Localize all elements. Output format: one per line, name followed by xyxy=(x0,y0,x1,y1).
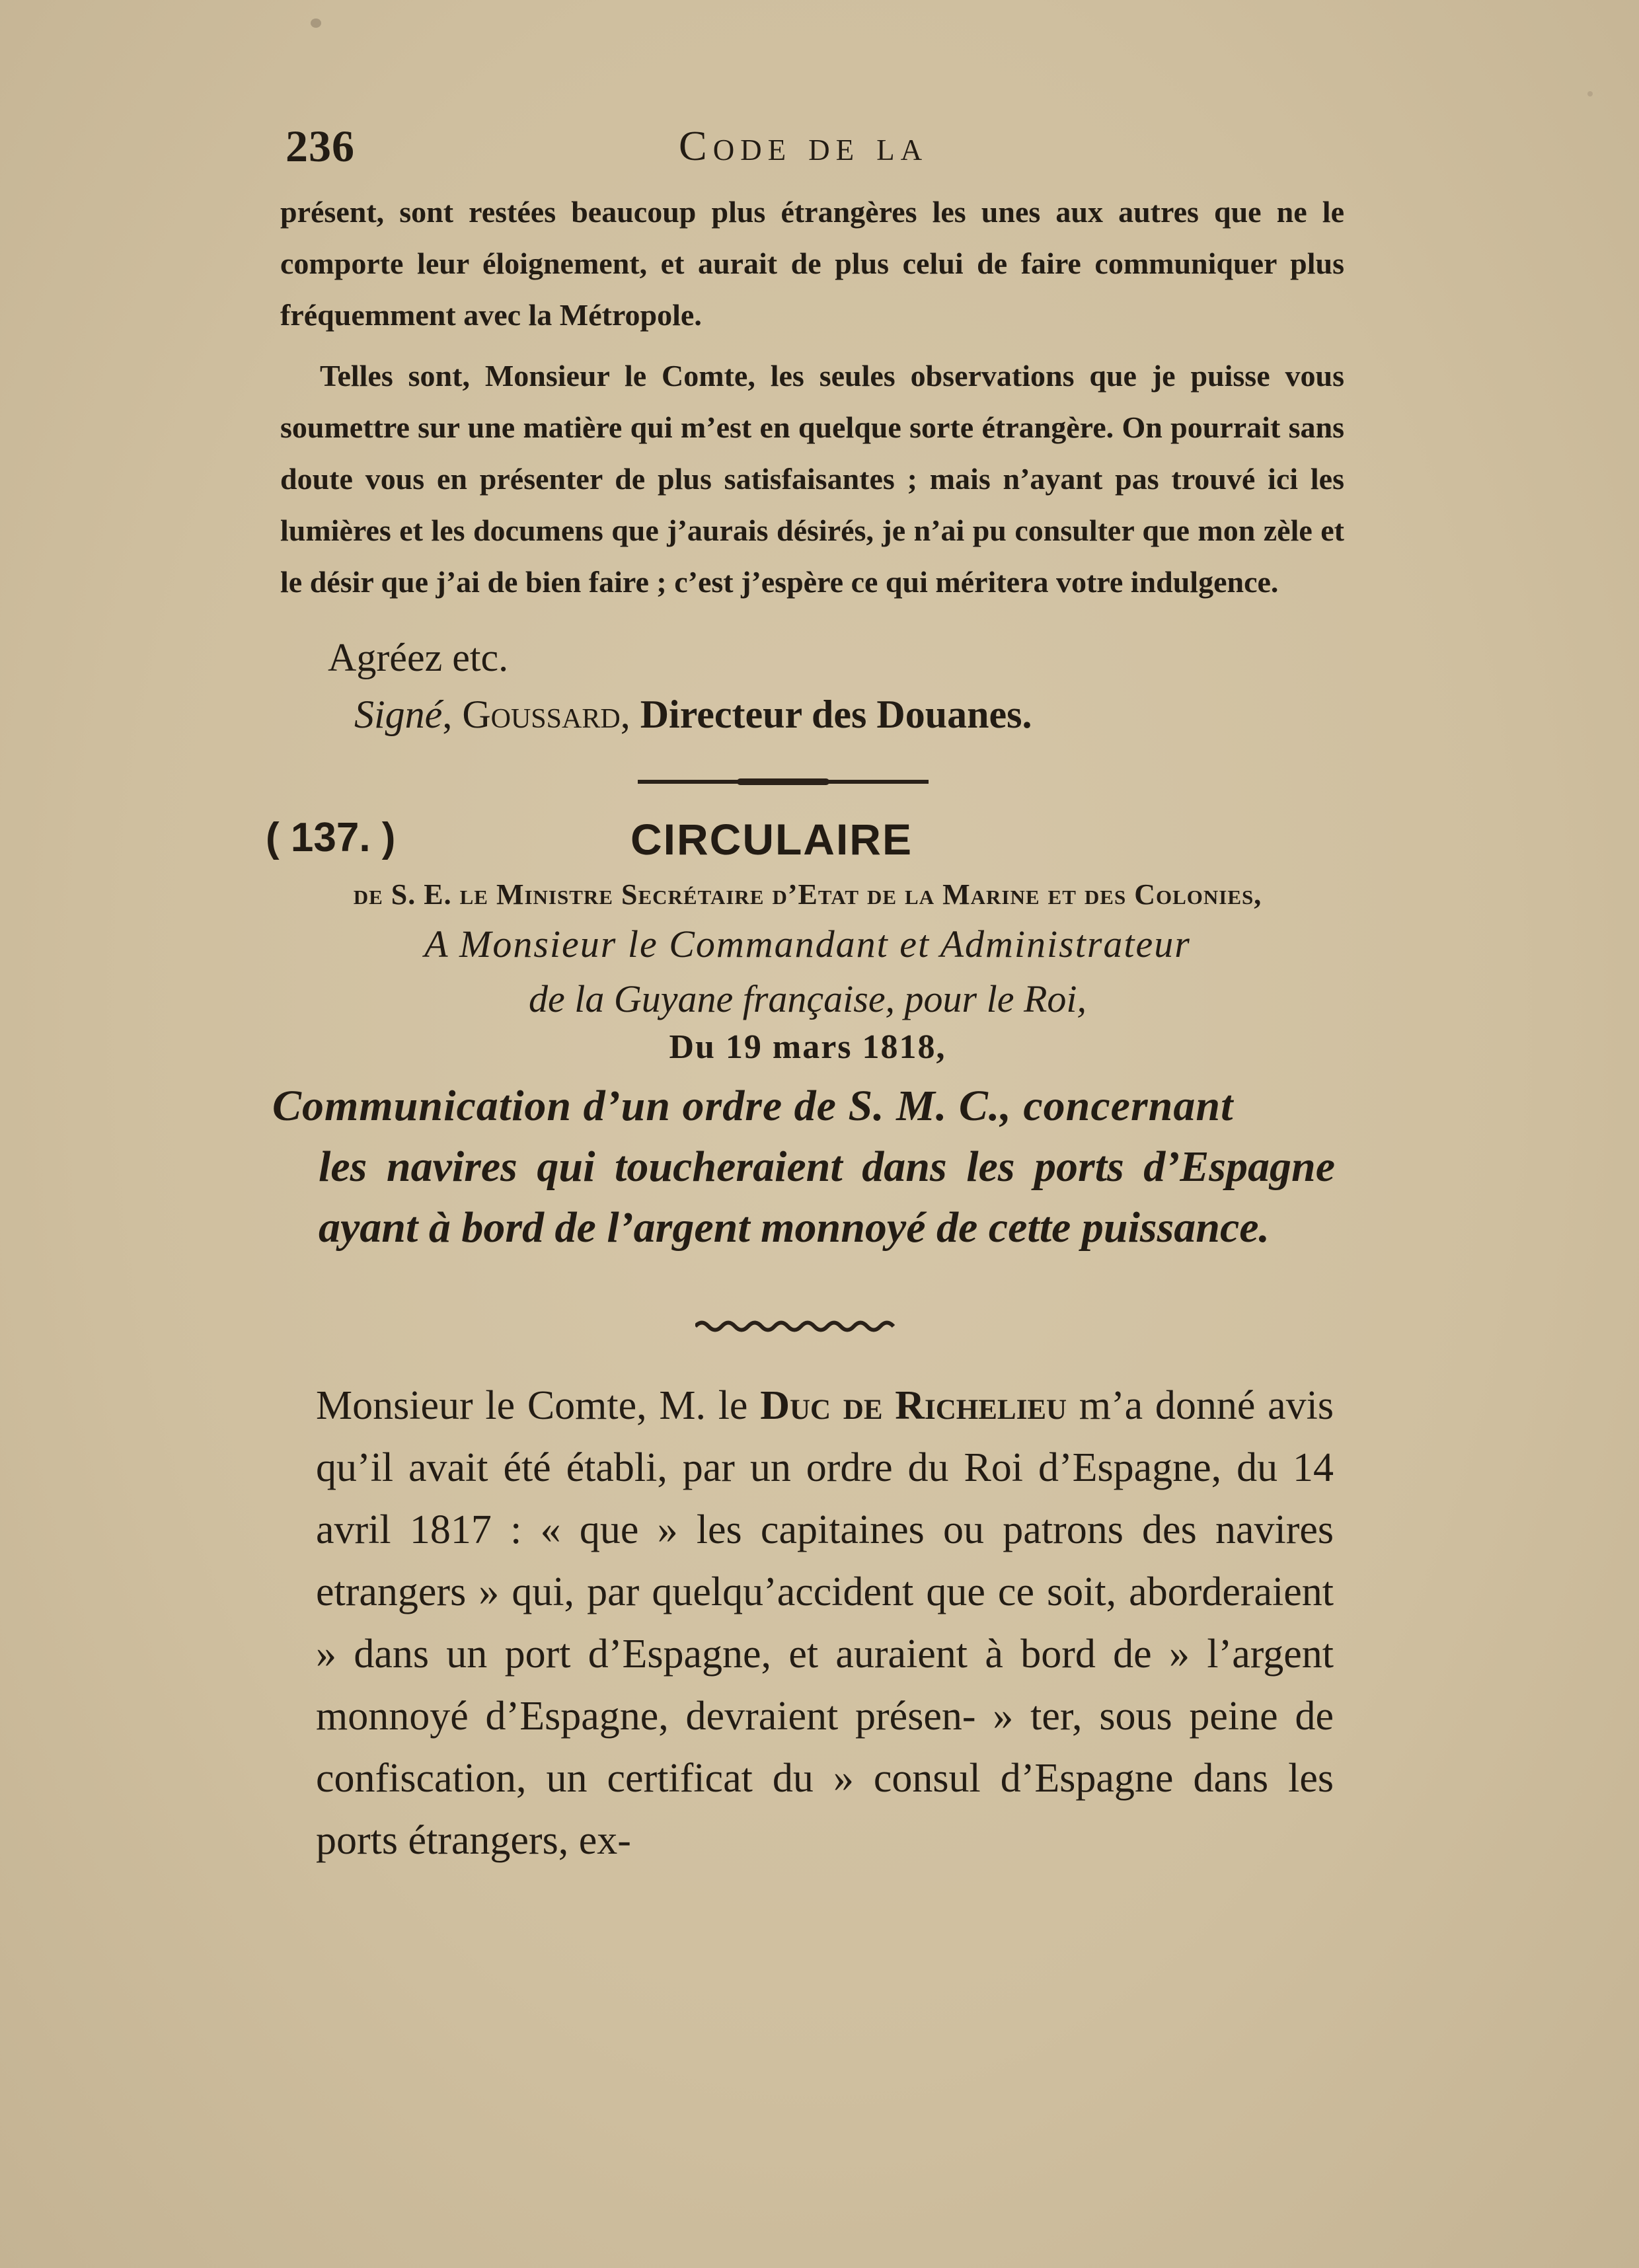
page-number: 236 xyxy=(286,121,355,171)
signature-line: Signé, Goussard, Directeur des Douanes. xyxy=(354,693,1032,736)
paragraph: présent, sont restées beaucoup plus étrangères les unes aux autres que ne le comporte leur éloignement, et aurait de plus celui de faire communiquer plus fréquemment avec la Métropole. xyxy=(280,195,1344,332)
signer-name: Goussard xyxy=(462,693,621,736)
address-line: A Monsieur le Commandant et Administrateur xyxy=(424,923,1191,965)
paragraph xyxy=(316,1375,1334,1871)
address-line: de la Guyane française, pour le Roi, xyxy=(528,977,1087,1020)
salutation: Monsieur le Comte, M. le xyxy=(316,1383,748,1428)
circular-number: ( 137. ) xyxy=(266,815,396,860)
ink-spot xyxy=(1587,91,1593,96)
circular-body xyxy=(316,1375,1334,1871)
closing-formula: Agréez etc. xyxy=(328,636,509,679)
section-divider xyxy=(638,780,929,784)
letter-continuation xyxy=(280,186,1344,608)
circular-subject xyxy=(272,1076,1335,1258)
running-head: Code de la xyxy=(679,122,929,169)
paragraph: Telles sont, Monsieur le Comte, les seules observations que je puisse vous soumettre sur une matière qui m’est en quelque sorte étrangère. On pourrait sans doute vous en présenter de plus satisfaisantes ; mais n’ayant pas trouvé ici les lumières et les documens que j’aurais désirés, je n’ai pu consulter que mon zèle et le désir que j’ai de bien faire ; c’est j’espère ce qui méritera votre indulgence. xyxy=(280,359,1344,599)
wavy-divider xyxy=(695,1319,900,1334)
circular-date: Du 19 mars 1818, xyxy=(669,1028,946,1066)
subject-first-line: Communication d’un ordre de S. M. C., concernant xyxy=(272,1082,1234,1130)
page-header xyxy=(286,120,1343,180)
circular-from: de S. E. le Ministre Secrétaire d’Etat de la Marine et des Colonies, xyxy=(353,878,1262,911)
body-text: m’a donné avis qu’il avait été établi, par un ordre du Roi d’Espagne, du 14 avril 1817 : « que » les capitaines ou patrons des navires etrangers » qui, par quelqu’accident que ce soit, aborderaient » dans un port d’Espagne, et auraient à bord de » l’argent monnoyé d’Espagne, devraient présen- » ter, sous peine de confiscation, un certificat du » consul d’Espagne dans les ports étrangers, ex- xyxy=(316,1383,1334,1863)
circular-title: CIRCULAIRE xyxy=(630,815,913,864)
signed-label: Signé xyxy=(354,693,443,736)
ink-spot xyxy=(311,19,321,28)
subject-rest: les navires qui toucheraient dans les ports d’Espagne ayant à bord de l’argent monnoyé de cette puissance. xyxy=(319,1143,1335,1252)
circular-heading xyxy=(266,814,1350,867)
person-name: Duc de Richelieu xyxy=(760,1383,1067,1428)
signer-title: Directeur des Douanes. xyxy=(640,693,1032,736)
letter-closing xyxy=(328,629,1346,743)
